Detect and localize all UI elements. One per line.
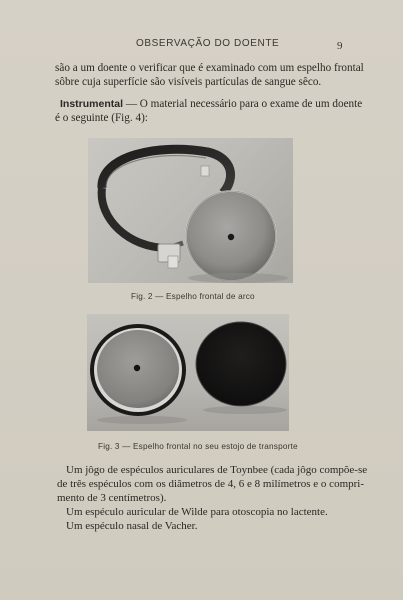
figure-2-caption: Fig. 2 — Espelho frontal de arco <box>131 292 255 301</box>
paragraph-2-line-2: é o seguinte (Fig. 4): <box>55 112 148 124</box>
page-number: 9 <box>337 40 343 52</box>
running-head: OBSERVAÇÃO DO DOENTE <box>136 38 280 49</box>
figure-2-photo <box>88 138 293 283</box>
paragraph-5: Um espéculo nasal de Vacher. <box>66 520 198 532</box>
paragraph-2-line-1 <box>60 97 362 111</box>
figure-3-photo <box>87 314 289 431</box>
paragraph-1-line-1: são a um doente o verificar que é examinado com um espelho frontal <box>55 62 364 74</box>
figure-3-caption: Fig. 3 — Espelho frontal no seu estojo de transporte <box>98 442 298 451</box>
paragraph-2-line-1-rest: — O material necessário para o exame de um doente <box>123 98 363 110</box>
paragraph-4: Um espéculo auricular de Wilde para otoscopia no lactente. <box>66 506 328 518</box>
paragraph-3-line-3: mento de 3 centímetros). <box>57 492 167 504</box>
paragraph-3-line-1: Um jôgo de espéculos auriculares de Toynbee (cada jôgo compõe-se <box>66 464 368 476</box>
mirror-case-illustration <box>87 314 289 431</box>
paragraph-1-line-2: sôbre cuja superfície são visíveis partículas de sangue sêco. <box>55 76 322 88</box>
paragraph-3-line-2: de três espéculos com os diâmetros de 4, 6 e 8 milímetros e o compri- <box>57 478 365 490</box>
head-mirror-illustration <box>88 138 293 283</box>
instrumental-heading: Instrumental <box>60 98 124 110</box>
